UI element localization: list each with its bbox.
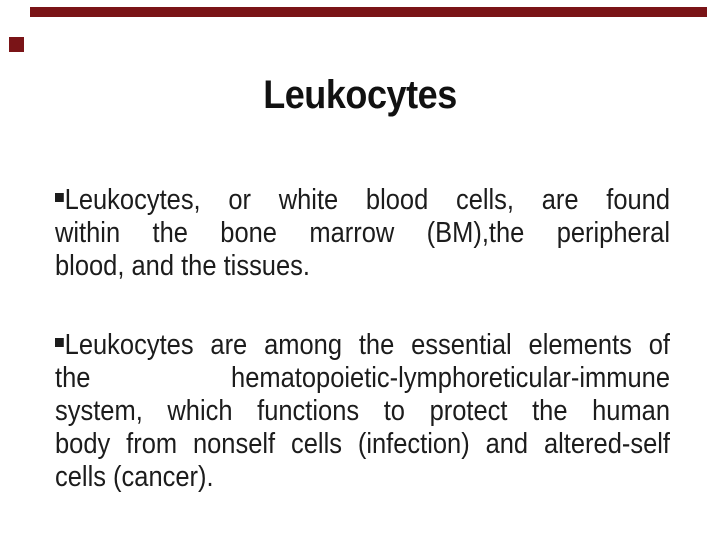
top-bar-accent [30,7,707,17]
bullet-square-icon [55,338,64,347]
body-line [55,184,670,217]
bullet-square-icon [55,193,64,202]
body-text-container [55,184,670,494]
text-line: Leukocytes are among the essential elements of [64,329,671,361]
text-line: Leukocytes, or white blood cells, are found [64,184,671,216]
body-line [55,329,670,362]
body-line: body from nonself cells (infection) and altered-self [55,428,671,460]
body-line: cells (cancer). [55,461,214,493]
bullet-paragraph-1 [55,184,670,283]
body-line: system, which functions to protect the human [55,395,671,427]
body-line: the hematopoietic-lymphoreticular-immune [55,362,671,394]
body-line: within the bone marrow (BM),the peripheral [55,217,671,249]
bullet-paragraph-2 [55,329,670,494]
slide-body [55,184,670,494]
accent-square [9,37,24,52]
body-line: blood, and the tissues. [55,250,310,282]
slide-title: Leukocytes [263,73,457,117]
